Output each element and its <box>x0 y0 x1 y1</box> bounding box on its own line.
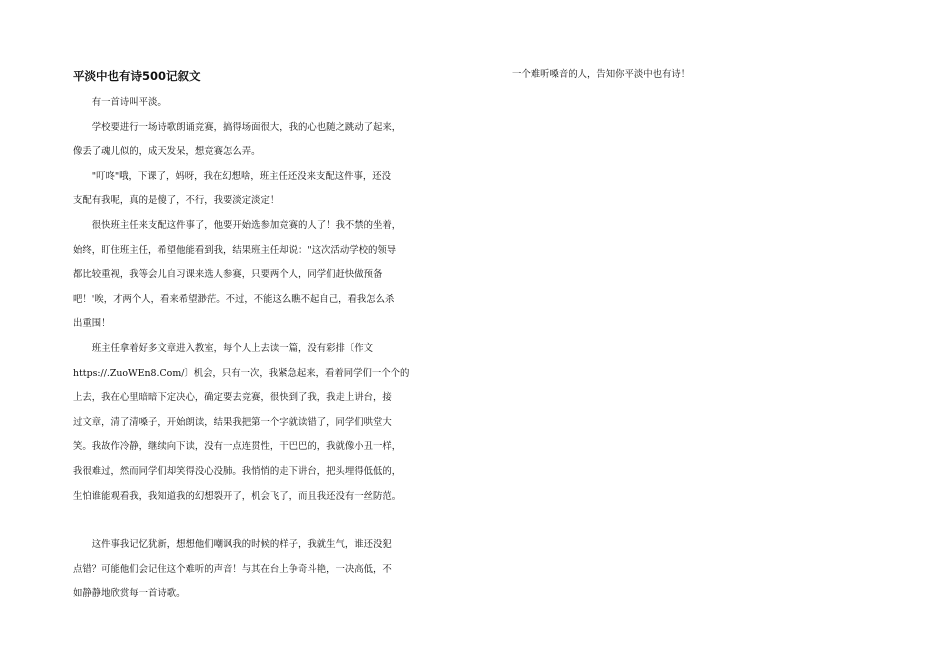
paragraph-1 <box>73 91 463 116</box>
paragraph-2 <box>73 116 463 165</box>
text-line: 点错？可能他们会记住这个难听的声音！与其在台上争奇斗艳，一决高低，不 <box>73 563 392 575</box>
text-line: 如静静地欣赏每一首诗歌。 <box>73 588 186 600</box>
text-line: 笑。我故作冷静，继续向下读，没有一点连贯性，干巴巴的，我就像小丑一样， <box>73 441 402 453</box>
text-line: 生怕谁能观看我，我知道我的幻想裂开了，机会飞了，而且我还没有一丝防范。 <box>73 490 402 502</box>
paragraph-5 <box>73 337 463 509</box>
text-line: 出重围！ <box>73 318 111 330</box>
left-column <box>73 66 463 607</box>
text-line: 有一首诗叫平淡。 <box>91 97 167 108</box>
paragraph-spacer <box>73 509 463 533</box>
text-line: 这件事我记忆犹新，想想他们嘲讽我的时候的样子，我就生气，谁还没犯 <box>91 539 392 551</box>
text-line: 始终，盯住班主任，希望他能看到我，结果班主任却说："这次活动学校的领导 <box>73 244 397 256</box>
essay-title: 平淡中也有诗500记叙文 <box>73 69 201 83</box>
paragraph-4 <box>73 214 463 337</box>
text-line: 都比较重视，我等会儿自习课来选人参赛，只要两个人，同学们赶快做预备 <box>73 269 383 281</box>
text-line: 像丢了魂儿似的，成天发呆，想竞赛怎么弄。 <box>73 146 261 158</box>
right-column <box>512 66 892 84</box>
text-line: 班主任拿着好多文章进入教室，每个人上去读一篇，没有彩排〔作文 <box>91 342 374 354</box>
text-line: 支配有我呢，真的是傻了，不行，我要淡定淡定！ <box>73 195 280 207</box>
paragraph-3 <box>73 165 463 214</box>
text-line: "叮咚"哦，下课了，妈呀，我在幻想啥，班主任还没来支配这件事，还没 <box>91 170 392 182</box>
paragraph-6 <box>73 533 463 607</box>
text-line: 吧！'唉，才两个人，看来希望渺茫。不过，不能这么瞧不起自己，看我怎么杀 <box>73 293 395 305</box>
text-line: 过文章，清了清嗓子，开始朗读，结果我把第一个字就读错了，同学们哄堂大 <box>73 416 392 428</box>
text-line: https://.ZuoWEn8.Com/〕机会，只有一次，我紧急起来，看着同学们一个个的 <box>73 367 410 379</box>
text-line: 我很难过，然而同学们却笑得没心没肺。我悄悄的走下讲台，把头埋得低低的， <box>73 465 402 477</box>
text-line: 很快班主任来支配这件事了，他要开始选参加竞赛的人了！我不禁的坐着， <box>91 219 402 231</box>
text-line: 一个难听嗓音的人，告知你平淡中也有诗！ <box>512 69 691 80</box>
text-line: 学校要进行一场诗歌朗诵竞赛，搞得场面很大，我的心也随之跳动了起来， <box>91 121 402 133</box>
text-line: 上去，我在心里暗暗下定决心，确定要去竞赛，很快到了我，我走上讲台，接 <box>73 392 392 404</box>
